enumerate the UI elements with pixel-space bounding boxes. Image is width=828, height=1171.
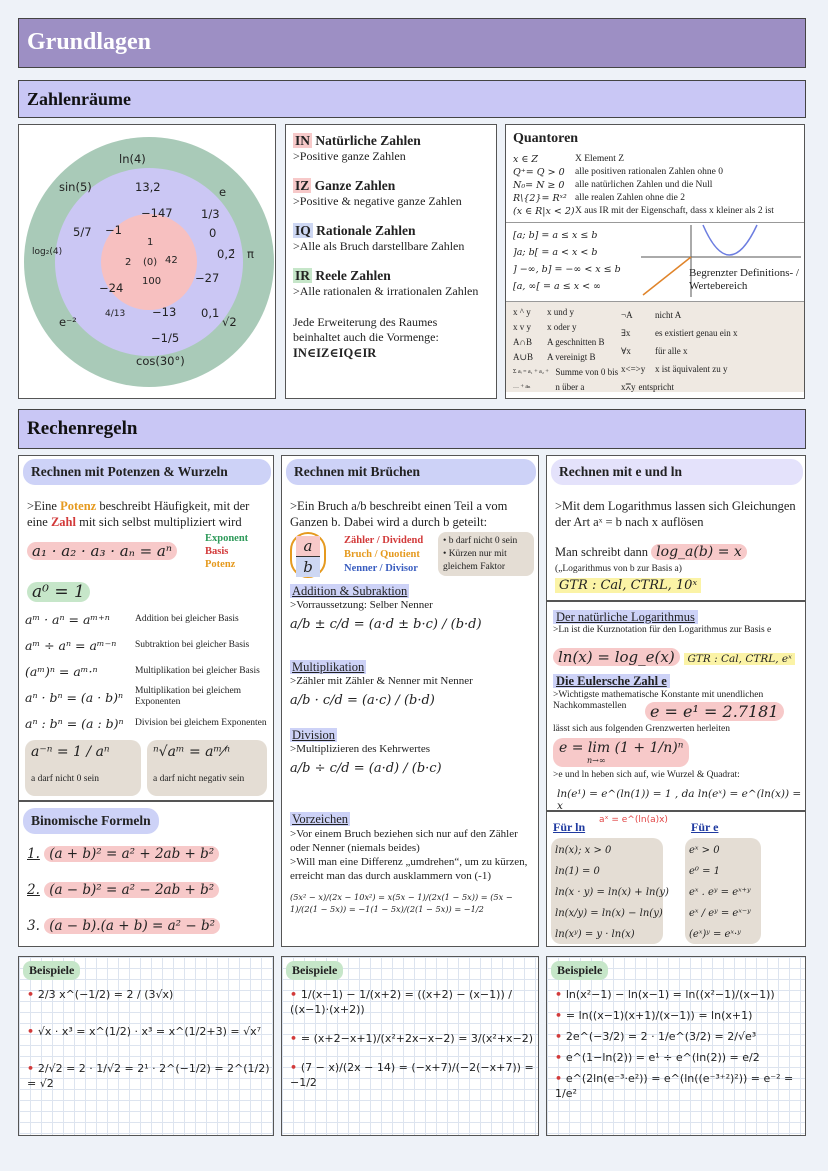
quantor-symbol: Q⁺= Q > 0 [513, 167, 565, 178]
label-minus1: −1 [105, 223, 122, 237]
fraction-a: a [296, 536, 320, 557]
fraction-rules-box [438, 532, 534, 576]
label-e: e [219, 185, 227, 199]
label-02: 0,2̄ [217, 247, 236, 261]
example-item [290, 1060, 536, 1090]
example-formula: = (x+2−x+1)/(x²+2x−x−2) = 3/(x²+x−2) [300, 1032, 534, 1045]
example-item [27, 1024, 271, 1039]
reals-heading [293, 268, 489, 284]
label-sin5: sin(5) [59, 180, 92, 194]
label-minus27: −27 [195, 271, 220, 285]
ln-rules-title: Für ln [553, 820, 586, 834]
label-01: 0,1 [201, 306, 220, 320]
integers-heading [293, 178, 489, 194]
natural-log-panel [546, 601, 806, 811]
logic-right-list [621, 305, 797, 392]
addition-desc: >Vorraussetzung: Selber Nenner [290, 599, 433, 611]
quantor-row [513, 205, 797, 218]
example-item [27, 1061, 271, 1091]
log-formula: log_a(b) = x [651, 544, 747, 560]
eln-title: Rechnen mit e und ln [551, 459, 803, 485]
natural-log-title: Der natürliche Logarithmus [553, 610, 698, 624]
integers-desc: >Positive & negative ganze Zahlen [293, 194, 462, 208]
example-item [555, 1008, 803, 1023]
symbol-r: IR [295, 268, 311, 283]
rationals-desc: >Alle als Bruch darstellbare Zahlen [293, 239, 465, 253]
logic-text: x und y [547, 307, 574, 317]
eln-intro-2: der Art aˣ = b nach x auflösen [555, 515, 704, 529]
quantor-symbol: N₀= N ≥ 0 [513, 180, 565, 191]
vorzeichen-section [290, 812, 534, 915]
logic-row [621, 380, 674, 395]
logic-text: entspricht [638, 382, 674, 392]
logic-text: es existiert genau ein x [655, 328, 738, 338]
fraction-rule-2: • Kürzen nur mit gleichem Faktor [443, 549, 507, 572]
intro-part-a: >Eine [27, 499, 61, 513]
example-item [290, 1031, 536, 1046]
power-rule-row [25, 684, 273, 710]
euler-desc-1: >Wichtigste mathematische Konstante mit unendlichen [553, 690, 764, 700]
examples-list-3 [555, 987, 803, 1107]
rationals-name: Rationale Zahlen [316, 223, 416, 238]
rationals-heading [293, 223, 489, 239]
graph-parabola [703, 225, 757, 255]
label-ln4: ln(4) [119, 152, 146, 166]
power-rule-text: Multiplikation bei gleicher Basis [135, 665, 260, 676]
ln-rule: ln(1) = 0 [555, 866, 600, 877]
logic-block [506, 302, 804, 392]
vorzeichen-title: Vorzeichen [292, 812, 348, 826]
bullet-icon: • [290, 988, 301, 1001]
label-13-2: 13,2 [135, 180, 161, 194]
root-note: a darf nicht negativ sein [153, 774, 245, 784]
examples-list-2 [290, 987, 536, 1104]
quantoren-panel [505, 124, 805, 399]
label-minus13: −13 [152, 305, 177, 319]
quantoren-title: Quantoren [513, 131, 579, 146]
multiplication-formula: a/b · c/d = (a·c) / (b·d) [290, 693, 435, 708]
bullet-icon: • [555, 1072, 566, 1085]
examples-panel-1 [18, 956, 274, 1136]
label-minus1-5: −1/5 [151, 331, 180, 345]
examples-list-1 [27, 987, 271, 1113]
section-title-zahlenraeume: Zahlenräume [18, 80, 806, 118]
limit-desc: lässt sich aus folgenden Grenzwerten herleiten [553, 724, 731, 734]
division-desc: >Multiplizieren des Kehrwertes [290, 743, 430, 755]
logic-row [513, 335, 621, 350]
quantor-symbol: (x ∈ R|x < 2) [513, 206, 575, 217]
logic-left-list [513, 305, 621, 392]
label-zero-paren: (0) [143, 257, 158, 268]
example-item [555, 1071, 803, 1101]
quantor-symbol: x ∈ Z [513, 154, 539, 165]
eln-panel [546, 455, 806, 601]
fraction-symbol [290, 532, 326, 578]
power-rule-formula: (aᵐ)ⁿ = aᵐ·ⁿ [25, 663, 98, 679]
ln-formula: ln(x) = log_e(x) [553, 648, 680, 666]
label-minus147: −147 [141, 206, 173, 220]
e-rules-list [685, 838, 761, 944]
negative-power-note: a darf nicht 0 sein [31, 774, 100, 784]
label-zero: 0 [209, 226, 217, 240]
bullet-icon: • [555, 1051, 566, 1064]
power-rule-row [25, 710, 273, 736]
brueche-intro-1: >Ein Bruch a/b beschreibt einen Teil a vom [290, 499, 508, 513]
examples-label-1: Beispiele [23, 961, 80, 980]
fraction-rule-1: • b darf nicht 0 sein [443, 536, 518, 546]
ln-rule: ln(x · y) = ln(x) + ln(y) [555, 887, 669, 898]
log-subtitle: („Logarithmus von b zur Basis a) [555, 564, 682, 574]
interval-item: ]a; b[ = a < x < b [513, 247, 598, 258]
quantor-row [513, 153, 797, 166]
power-rule-formula: aⁿ : bⁿ = (a : b)ⁿ [25, 715, 124, 731]
binom-3-formula: (a − b).(a + b) = a² − b² [44, 918, 220, 934]
quantoren-rows [513, 153, 797, 218]
intro-part-c: mit sich selbst multipliziert wird [75, 515, 242, 529]
quantor-row [513, 192, 797, 205]
logic-row [513, 365, 621, 395]
e-rule: eˣ > 0 [689, 845, 720, 856]
addition-section [290, 584, 482, 632]
quantor-row [513, 179, 797, 192]
symbol-z: IZ [295, 178, 310, 193]
euler-value [645, 702, 784, 721]
power-rule-text: Subtraktion bei gleicher Basis [135, 639, 250, 650]
label-42: 42 [165, 255, 178, 266]
legend-basis: Basis [205, 546, 229, 557]
symbol-n: IN [295, 133, 311, 148]
logic-symbol: x<=>y [621, 364, 646, 374]
gtr-hint-ln: GTR : Cal, CTRL, eˣ [684, 653, 794, 665]
binom-1-num: 1. [27, 846, 40, 862]
logic-symbol: ¬A [621, 310, 633, 320]
natural-log-section [553, 610, 771, 635]
ln-rules-list [551, 838, 669, 944]
brueche-panel [281, 455, 539, 947]
example-formula: √x · x³ = x^(1/2) · x³ = x^(1/2+3) = √x⁷ [37, 1025, 262, 1038]
brueche-intro-2: Ganzen b. Dabei wird a durch b geteilt: [290, 515, 488, 529]
logic-symbol: Σ aᵢ = a₁ + a₂ + … + aₙ [513, 369, 549, 390]
natural-numbers-name: Natürliche Zahlen [315, 133, 421, 148]
label-pi: π [247, 247, 254, 261]
label-1-3: 1/3 [201, 207, 220, 221]
limit-subscript: n→∞ [587, 756, 606, 765]
intro-potenz-word: Potenz [60, 499, 97, 513]
limit-formula: e = lim (1 + 1/n)ⁿ [559, 740, 684, 756]
logic-symbol: ∀x [621, 346, 631, 356]
example-formula: 2e^(−3/2) = 2 · 1/e^(3/2) = 2/√e³ [565, 1030, 757, 1043]
example-formula: ln(x²−1) − ln(x−1) = ln((x²−1)/(x−1)) [565, 988, 775, 1001]
potenzen-intro [27, 498, 271, 530]
label-100: 100 [142, 276, 162, 287]
interval-item: ] −∞, b] = −∞ < x ≤ b [513, 264, 621, 275]
ln-rule: ln(xʸ) = y · ln(x) [555, 929, 635, 940]
euler-desc-2: Nachkommastellen [553, 701, 627, 711]
example-item [290, 987, 536, 1017]
division-section [290, 728, 442, 776]
label-log24: log₂(4) [32, 247, 63, 257]
intro-zahl-word: Zahl [50, 515, 76, 529]
label-4-13: 4/13 [105, 309, 126, 319]
potenzen-panel [18, 455, 274, 801]
examples-panel-3 [546, 956, 806, 1136]
example-formula: e^(1−ln(2)) = e¹ ÷ e^(ln(2)) = e/2 [565, 1051, 760, 1064]
power-rule-text: Addition bei gleicher Basis [135, 613, 239, 624]
logic-symbol: x⩞y [621, 382, 636, 392]
zero-power [27, 582, 90, 602]
power-rule-row [25, 632, 273, 658]
power-product-formula: a₁ · a₂ · a₃ · aₙ = aⁿ [27, 542, 177, 560]
number-sets-panel [285, 124, 497, 399]
power-rule-formula: aᵐ · aⁿ = aᵐ⁺ⁿ [25, 611, 110, 627]
example-item [555, 1050, 803, 1065]
vorzeichen-formula: (5x² − x)/(2x − 10x²) = x(5x − 1)/(2x(1 − 5x)) = (5x − 1)/(2(1 − 5x)) = −1(1 − 5x)/(2(1 − 5x)) = −1/2 [290, 892, 513, 914]
fraction-b: b [296, 557, 320, 577]
binom-1-formula: (a + b)² = a² + 2ab + b² [44, 846, 219, 862]
logic-symbol: x v y [513, 322, 531, 332]
e-rules-title: Für e [691, 820, 719, 834]
power-rule-text: Multiplikation bei gleichem Exponenten [135, 686, 242, 707]
set-chain: IN∈IZ∈IQ∈IR [293, 346, 377, 360]
bullet-icon: • [290, 1061, 301, 1074]
log-notation-text: Man schreibt dann [555, 545, 649, 559]
ln-rule: ln(x); x > 0 [555, 845, 612, 856]
logic-text: x oder y [547, 322, 577, 332]
extension-note-2: beinhaltet auch die Vormenge: [293, 330, 439, 344]
example-formula: e^(2ln(e⁻³·e²)) = e^(ln((e⁻³⁺²)²)) = e⁻² = 1/e² [555, 1072, 794, 1100]
logic-symbol: A∪B [513, 352, 534, 362]
symbol-q: IQ [295, 223, 311, 238]
e-rule: (eˣ)ʸ = eˣ·ʸ [689, 929, 741, 940]
ln-rule: ln(x/y) = ln(x) − ln(y) [555, 908, 663, 919]
zero-power-formula: a⁰ = 1 [27, 582, 90, 602]
e-rule: e⁰ = 1 [689, 866, 721, 877]
power-rules [25, 606, 273, 736]
label-minus24: −24 [99, 281, 124, 295]
example-formula: 2/√2 = 2 · 1/√2 = 2¹ · 2^(−1/2) = 2^(1/2) = √2 [27, 1062, 270, 1090]
binom-3 [27, 918, 220, 934]
legend-exponent: Exponent [205, 533, 249, 544]
quantor-text: alle positiven rationalen Zahlen ohne 0 [575, 167, 723, 177]
reals-desc: >Alle rationalen & irrationalen Zahlen [293, 284, 479, 298]
cancel-formula: ln(e¹) = e^(ln(1)) = 1 , da ln(eˣ) = e^(ln(x)) = x [557, 788, 802, 811]
root-box [147, 740, 267, 796]
multiplication-title: Multiplikation [292, 660, 365, 674]
logic-text: A geschnitten B [547, 337, 605, 347]
eln-intro-1: >Mit dem Logarithmus lassen sich Gleichungen [555, 499, 796, 513]
logic-text: nicht A [655, 310, 682, 320]
bullet-icon: • [290, 1032, 301, 1045]
intro-part-b: beschreibt Häufigkeit, mit der eine [27, 499, 250, 529]
logic-row [621, 308, 797, 323]
cancel-desc: >e und ln heben sich auf, wie Wurzel & Quadrat: [553, 770, 740, 780]
vorzeichen-desc-1: >Vor einem Bruch beziehen sich nur auf den Zähler oder Nenner (niemals beides) [290, 828, 518, 854]
example-formula: (7 − x)/(2x − 14) = (−x+7)/(−2(−x+7)) = −1/2 [290, 1061, 534, 1089]
e-rule: eˣ . eʸ = eˣ⁺ʸ [689, 887, 751, 898]
logic-row [513, 350, 621, 365]
example-formula: 2/3 x^(−1/2) = 2 / (3√x) [37, 988, 174, 1001]
logic-row [621, 344, 797, 359]
addition-title: Addition & Subraktion [292, 584, 408, 598]
examples-label-3: Beispiele [551, 961, 608, 980]
negative-power-formula: a⁻ⁿ = 1 / aⁿ [31, 744, 110, 760]
integers-name: Ganze Zahlen [314, 178, 396, 193]
legend-potenz: Potenz [205, 559, 236, 570]
multiplication-desc: >Zähler mit Zähler & Nenner mit Nenner [290, 675, 473, 687]
binom-3-num: 3. [27, 918, 40, 934]
euler-formula: e = e¹ = 2.7181 [645, 702, 784, 721]
interval-item: [a, ∞[ = a ≤ x < ∞ [513, 281, 601, 292]
example-formula: = ln((x−1)(x+1)/(x−1)) = ln(x+1) [565, 1009, 753, 1022]
natural-numbers-desc: >Positive ganze Zahlen [293, 149, 406, 163]
bullet-icon: • [555, 1030, 566, 1043]
power-rule-formula: aᵐ ÷ aⁿ = aᵐ⁻ⁿ [25, 637, 117, 653]
binom-2 [27, 882, 219, 898]
logic-text: x ist äquivalent zu y [655, 364, 728, 374]
interval-item: [a; b] = a ≤ x ≤ b [513, 230, 598, 241]
division-title: Division [292, 728, 336, 742]
example-item [555, 987, 803, 1002]
example-item [555, 1029, 803, 1044]
brueche-intro [290, 498, 507, 530]
eln-intro [555, 498, 796, 530]
addition-formula: a/b ± c/d = (a·d ± b·c) / (b·d) [290, 617, 482, 632]
extension-note-1: Jede Erweiterung des Raumes [293, 315, 438, 329]
reals-name: Reele Zahlen [315, 268, 391, 283]
logic-row [513, 320, 621, 335]
logic-text: Summe von 0 bis n über a [555, 367, 619, 392]
label-e-2: e⁻² [59, 315, 77, 329]
quantor-text: alle realen Zahlen ohne die 2 [575, 193, 685, 203]
legend-nenner: Nenner / Divisor [344, 563, 418, 574]
legend-zaehler: Zähler / Dividend [344, 535, 424, 546]
logic-row [621, 326, 797, 341]
logic-symbol: A∩B [513, 337, 533, 347]
binom-2-num: 2. [27, 882, 40, 898]
label-sqrt2: √2 [222, 315, 237, 329]
quantor-text: X Element Z [575, 154, 625, 164]
logic-symbol: x ^ y [513, 307, 531, 317]
e-rule: eˣ / eʸ = eˣ⁻ʸ [689, 908, 751, 919]
division-formula: a/b ÷ c/d = (a·d) / (b·c) [290, 761, 442, 776]
brueche-title: Rechnen mit Brüchen [286, 459, 536, 485]
page-title: Grundlagen [18, 18, 806, 68]
power-rule-row [25, 658, 273, 684]
log-notation [555, 544, 747, 560]
bullet-icon: • [27, 1062, 38, 1075]
logic-row [513, 305, 621, 320]
legend-bruch: Bruch / Quotient [344, 549, 420, 560]
fraction-legend [344, 534, 423, 576]
binom-2-formula: (a − b)² = a² − 2ab + b² [44, 882, 219, 898]
root-formula: ⁿ√aᵐ = aᵐ⁄ⁿ [153, 744, 231, 760]
quantor-text: X aus IR mit der Eigenschaft, dass x kleiner als 2 ist [575, 206, 774, 216]
example-item [27, 987, 271, 1002]
power-rule-formula: aⁿ · bⁿ = (a · b)ⁿ [25, 689, 124, 705]
label-two: 2 [125, 257, 132, 268]
graph-line [643, 257, 691, 295]
label-5-7: 5/7 [73, 225, 92, 239]
power-legend [205, 532, 248, 571]
ln-definition [553, 648, 795, 666]
quantor-text: alle natürlichen Zahlen und die Null [575, 180, 713, 190]
power-rule-row [25, 606, 273, 632]
quantor-row [513, 166, 797, 179]
label-one: 1 [147, 237, 154, 248]
bullet-icon: • [27, 988, 38, 1001]
bullet-icon: • [27, 1025, 38, 1038]
multiplication-section [290, 660, 473, 708]
examples-panel-2 [281, 956, 539, 1136]
section-title-rechenregeln: Rechenregeln [18, 409, 806, 449]
negative-power-box [25, 740, 141, 796]
number-set-diagram [18, 124, 276, 399]
binomische-panel [18, 801, 274, 947]
interval-block [513, 227, 797, 297]
logic-text: für alle x [655, 346, 688, 356]
logic-text: A vereinigt B [547, 352, 596, 362]
gtr-hint-log: GTR : Cal, CTRL, 10ˣ [555, 578, 701, 593]
natural-numbers-heading [293, 133, 489, 149]
limit-block [553, 738, 689, 767]
bullet-icon: • [555, 988, 566, 1001]
graph-label: Begrenzter Definitions- / Wertebereich [689, 267, 799, 292]
label-cos30: cos(30°) [136, 354, 185, 368]
ln-e-rules-panel [546, 811, 806, 947]
potenzen-title: Rechnen mit Potenzen & Wurzeln [23, 459, 271, 485]
logic-row [621, 362, 797, 377]
euler-title: Die Eulersche Zahl e [553, 674, 670, 688]
power-rule-text: Division bei gleichem Exponenten [135, 717, 267, 728]
vorzeichen-desc-2: >Will man eine Differenz „umdrehen“, um zu kürzen, erreicht man das durch ausklammern von (-1) [290, 856, 528, 882]
bullet-icon: • [555, 1009, 566, 1022]
handwritten-note: aˣ = e^(ln(a)x) [599, 815, 668, 825]
natural-log-desc: >Ln ist die Kurznotation für den Logarithmus zur Basis e [553, 625, 772, 635]
example-formula: 1/(x−1) − 1/(x+2) = ((x+2) − (x−1)) / ((x−1)·(x+2)) [290, 988, 512, 1016]
logic-symbol: ∃x [621, 328, 631, 338]
quantor-symbol: R\{2}= Rˣ² [513, 193, 567, 204]
power-product [27, 542, 177, 560]
binomische-title: Binomische Formeln [23, 808, 159, 834]
examples-label-2: Beispiele [286, 961, 343, 980]
binom-1 [27, 846, 219, 862]
